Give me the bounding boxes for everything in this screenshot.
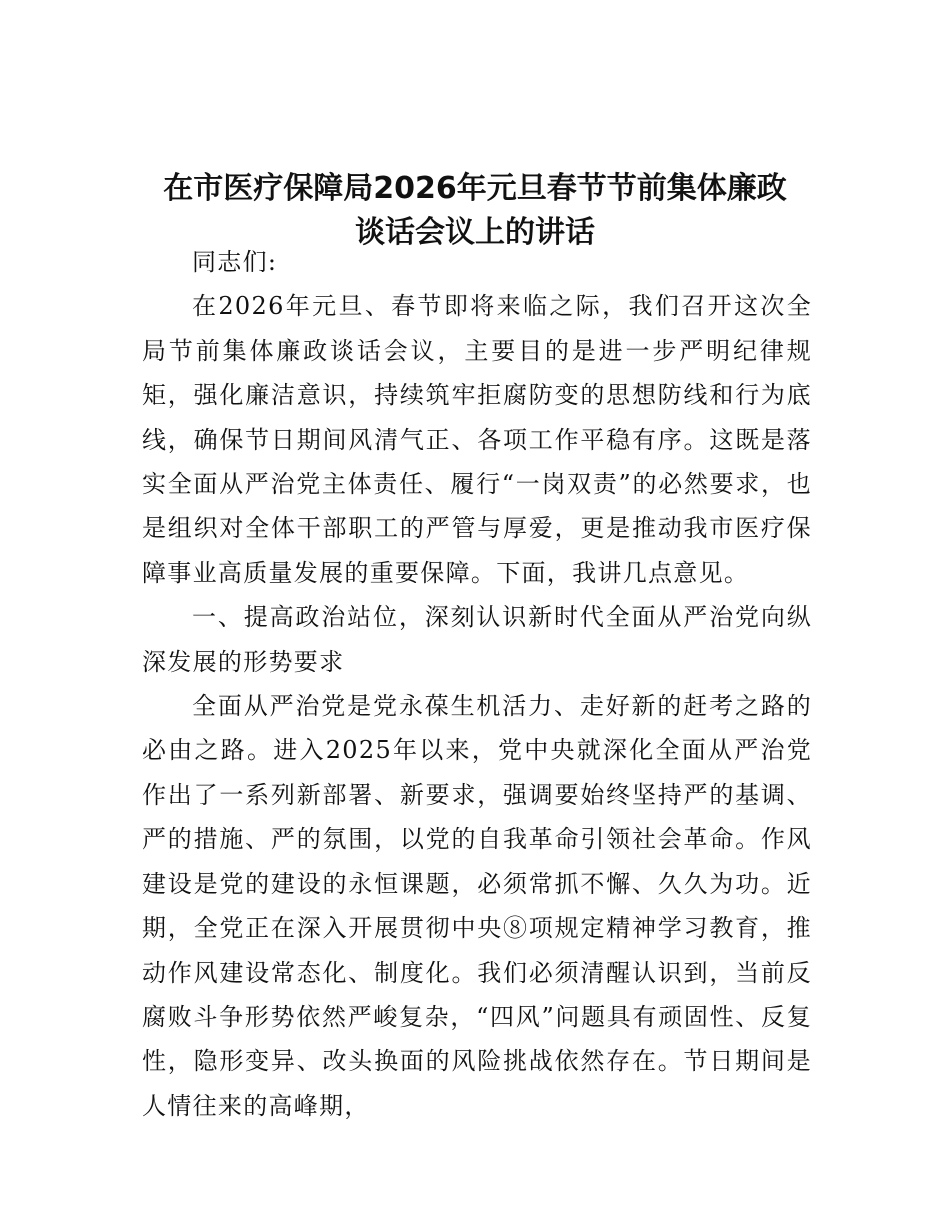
paragraph-section-1: 全面从严治党是党永葆生机活力、走好新的赶考之路的必由之路。进入2025年以来，党中央就深化全面从严治党作出了一系列新部署、新要求，强调要始终坚持严的基调、严的措施、严的氛围，以党的自我革命引领社会革命。作风建设是党的建设的永恒课题，必须常抓不懈、久久为功。近期，全党正在深入开展贯彻中央⑧项规定精神学习教育，推动作风建设常态化、制度化。我们必须清醒认识到，当前反腐败斗争形势依然严峻复杂，“四风”问题具有顽固性、反复性，隐形变异、改头换面的风险挑战依然存在。节日期间是人情往来的高峰期， [142, 692, 812, 1120]
document-body [142, 240, 812, 1128]
section-heading-1: 一、提高政治站位，深刻认识新时代全面从严治党向纵深发展的形势要求 [142, 603, 812, 676]
salutation: 同志们: [192, 248, 278, 276]
paragraph-intro: 在2026年元旦、春节即将来临之际，我们召开这次全局节前集体廉政谈话会议，主要目的是进一步严明纪律规矩，强化廉洁意识，持续筑牢拒腐防变的思想防线和行为底线，确保节日期间风清气正、各项工作平稳有序。这既是落实全面从严治党主体责任、履行“一岗双责”的必然要求，也是组织对全体干部职工的严管与厚爱，更是推动我市医疗保障事业高质量发展的重要保障。下面，我讲几点意见。 [142, 292, 812, 587]
title-line-2: 谈话会议上的讲话 [355, 215, 595, 250]
title-line-1: 在市医疗保障局2026年元旦春节节前集体廉政 [163, 171, 787, 206]
